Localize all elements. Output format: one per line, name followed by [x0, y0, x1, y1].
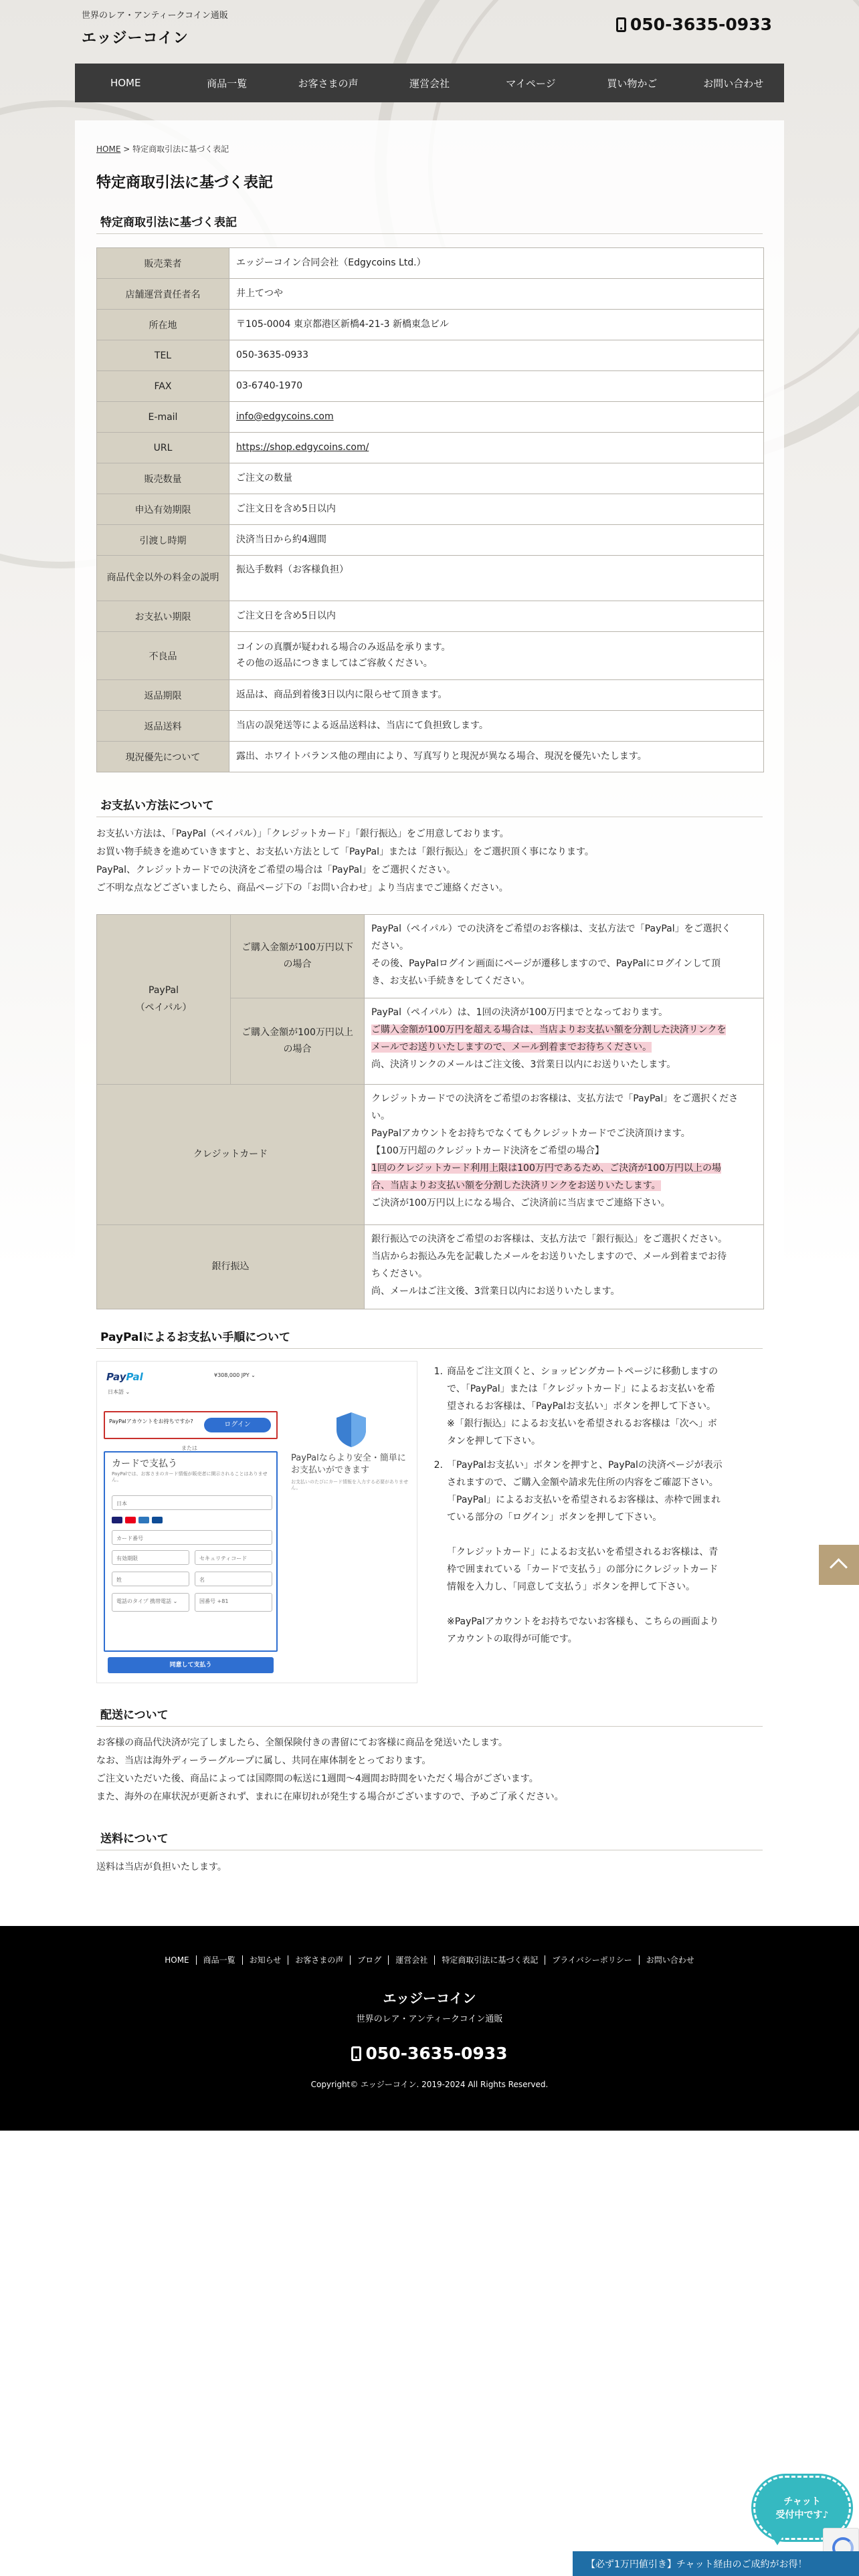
paypal-logo — [106, 1371, 143, 1383]
email-link[interactable]: info@edgycoins.com — [236, 411, 334, 422]
nav-cart[interactable]: 買い物かご — [607, 77, 658, 90]
nav-mypage[interactable]: マイページ — [506, 77, 556, 90]
payment-intro-line: ご不明な点などございましたら、商品ページ下の「お問い合わせ」より当店までご連絡ください。 — [96, 883, 508, 893]
url-link[interactable]: https://shop.edgycoins.com/ — [236, 441, 369, 453]
nav-products[interactable]: 商品一覧 — [207, 77, 248, 90]
breadcrumb — [96, 143, 229, 154]
footer-link-home[interactable]: HOME — [158, 1955, 196, 1965]
under-1m-text — [365, 915, 764, 998]
footer-link-company[interactable]: 運営会社 — [389, 1955, 435, 1965]
paypal-promo-title: PayPalならより安全・簡単にお支払いができます — [291, 1453, 406, 1475]
footer-link-contact[interactable]: お問い合わせ — [646, 1955, 694, 1965]
row-value: その他の返品につきましてはご容赦ください。 — [236, 657, 433, 669]
paypal-label-cell — [97, 915, 231, 1085]
text-line: い。 — [371, 1111, 390, 1121]
list-item — [430, 1363, 763, 1450]
table-row — [97, 248, 764, 279]
text-line: PayPal（ペイパル）での決済をご希望のお客様は、支払方法で「PayPal」をご選択く — [371, 924, 731, 934]
visa-icon — [112, 1517, 122, 1523]
row-value: ご注文日を含め5日以内 — [229, 601, 764, 632]
header-phone-number: 050-3635-0933 — [630, 15, 772, 34]
payment-intro-line: お買い物手続きを進めていきますと、お支払い方法として「PayPal」または「銀行振込」をご選択頂く事になります。 — [96, 847, 594, 857]
text-line: 枠で囲まれている「カードで支払う」の部分にクレジットカード — [447, 1564, 719, 1575]
payment-intro-line: お支払い方法は、「PayPal（ペイパル）」「クレジットカード」「銀行振込」をご用意しております。 — [96, 829, 509, 839]
table-row — [97, 371, 764, 402]
site-header — [0, 0, 859, 64]
text-line: ださい。 — [371, 941, 409, 952]
text-line: 当店からお振込み先を記載したメールをお送りいたしますので、メール到着までお待 — [371, 1251, 727, 1262]
row-value: コインの真贋が疑われる場合のみ返品を承ります。 — [236, 642, 451, 653]
table-row — [97, 1225, 764, 1309]
over-1m-text — [365, 998, 764, 1085]
row-value: 〒105-0004 東京都港区新橋4-21-3 新橋東急ビル — [229, 310, 764, 340]
row-label: 販売業者 — [97, 248, 229, 279]
paypal-security-field: セキュリティコード — [195, 1550, 272, 1565]
text-line: 「PayPalお支払い」ボタンを押すと、PayPalの決済ページが表示 — [447, 1460, 723, 1471]
text-line: ご注文いただいた後、商品によっては国際間の転送に1週間〜4週間お時間をいただく場合がございます。 — [96, 1774, 539, 1784]
footer-link-tokusho[interactable]: 特定商取引法に基づく表記 — [435, 1955, 545, 1965]
step-number: 2. — [434, 1460, 443, 1471]
breadcrumb-home[interactable]: HOME — [96, 144, 121, 154]
paypal-steps-list — [430, 1363, 763, 1654]
row-value: エッジーコイン合同会社（Edgycoins Ltd.） — [229, 248, 764, 279]
paypal-label: PayPal — [149, 985, 179, 996]
row-label: 店舗運営責任者名 — [97, 279, 229, 310]
paypal-label-sub: （ペイパル） — [135, 1002, 192, 1013]
text-line: PayPalアカウントをお持ちでなくてもクレジットカードでご決済頂けます。 — [371, 1128, 690, 1139]
footer-nav — [0, 1955, 859, 1965]
text-line: 情報を入力し、「同意して支払う」ボタンを押して下さい。 — [447, 1582, 695, 1592]
paypal-logo-part: Pal — [126, 1371, 143, 1383]
highlighted-text: ご購入金額が100万円を超える場合は、当店よりお支払い額を分割した決済リンクを — [371, 1025, 727, 1035]
footer-phone-number: 050-3635-0933 — [365, 2044, 508, 2063]
row-label: 販売数量 — [97, 463, 229, 494]
paypal-login-button: ログイン — [204, 1418, 271, 1432]
paypal-checkout-screenshot — [96, 1361, 417, 1683]
paypal-promo-text: お支払いのたびにカード情報を入力する必要がありません。 — [291, 1479, 408, 1491]
payment-table — [96, 914, 764, 1309]
chat-line: チャット — [783, 2496, 821, 2507]
nav-voices[interactable]: お客さまの声 — [298, 77, 359, 90]
paypal-card-box — [104, 1451, 278, 1652]
section-title-fee: 送料について — [96, 1829, 763, 1850]
step-number: 1. — [434, 1366, 443, 1377]
row-label: 商品代金以外の料金の説明 — [97, 556, 229, 601]
text-line: 銀行振込での決済をご希望のお客様は、支払方法で「銀行振込」をご選択ください。 — [371, 1234, 727, 1245]
text-line: ※PayPalアカウントをお持ちでないお客様も、こちらの画面より — [447, 1616, 719, 1627]
credit-label: クレジットカード — [97, 1085, 365, 1225]
row-label: 現況優先について — [97, 742, 229, 772]
table-row — [97, 310, 764, 340]
paypal-card-number-field: カード番号 — [112, 1530, 272, 1545]
breadcrumb-separator: > — [123, 144, 130, 154]
text-line: で、「PayPal」または「クレジットカード」によるお支払いを希 — [447, 1384, 715, 1394]
paypal-or: または — [181, 1445, 197, 1451]
table-row — [97, 340, 764, 371]
table-row — [97, 433, 764, 463]
paypal-expiry-field: 有効期限 — [112, 1550, 189, 1565]
copyright: Copyright© エッジーコイン. 2019-2024 All Rights Reserved. — [310, 2080, 549, 2089]
step-text — [447, 1457, 723, 1648]
fee-text: 送料は当店が負担いたします。 — [96, 1862, 227, 1872]
row-label: E-mail — [97, 402, 229, 433]
text-line: ちください。 — [371, 1269, 427, 1279]
row-label: FAX — [97, 371, 229, 402]
table-row — [97, 711, 764, 742]
breadcrumb-current: 特定商取引法に基づく表記 — [132, 144, 229, 154]
header-phone[interactable] — [616, 15, 772, 34]
nav-company[interactable]: 運営会社 — [409, 77, 450, 90]
step-text — [447, 1363, 718, 1450]
table-row — [97, 632, 764, 680]
tokusho-table — [96, 247, 764, 772]
text-line: クレジットカードでの決済をご希望のお客様は、支払方法で「PayPal」をご選択くださ — [371, 1093, 739, 1104]
text-line: なお、当店は海外ディーラーグループに属し、共同在庫体制をとっております。 — [96, 1755, 432, 1766]
text-line — [447, 1596, 723, 1613]
text-line: 「PayPal」によるお支払いを希望されるお客様は、赤枠で囲まれ — [447, 1495, 721, 1505]
section-title-paypal-steps: PayPalによるお支払い手順について — [96, 1327, 763, 1349]
credit-text — [365, 1085, 764, 1225]
paypal-language: 日本語 ⌄ — [108, 1389, 130, 1395]
over-1m-label-sub: の場合 — [283, 1044, 312, 1055]
row-value: 露出、ホワイトバランス他の理由により、写真写りと現況が異なる場合、現況を優先いたします。 — [229, 742, 764, 772]
row-value: 03-6740-1970 — [229, 371, 764, 402]
text-line: PayPal（ペイパル）は、1回の決済が100万円までとなっております。 — [371, 1007, 668, 1018]
paypal-login-question: PayPalアカウントをお持ちですか? — [109, 1418, 193, 1424]
shipping-text — [96, 1734, 765, 1806]
row-value: 返品は、商品到着後3日以内に限らせて頂きます。 — [229, 680, 764, 711]
page-title: 特定商取引法に基づく表記 — [96, 175, 274, 191]
text-line: ※「銀行振込」によるお支払いを希望されるお客様は「次へ」ボ — [447, 1418, 717, 1429]
scroll-to-top-button[interactable] — [819, 1545, 859, 1585]
text-line: き、お支払い手続きをしてください。 — [371, 976, 531, 986]
section-title-shipping: 配送について — [96, 1705, 763, 1727]
table-row — [97, 279, 764, 310]
paypal-card-subtitle: PayPalでは、お客さまのカード情報が販売者に開示されることはありません。 — [112, 1471, 268, 1483]
footer-logo[interactable]: エッジーコイン — [383, 1990, 476, 2006]
paypal-login-box — [104, 1411, 278, 1439]
row-value: 井上てつや — [229, 279, 764, 310]
paypal-country-field: 日本 — [112, 1495, 272, 1510]
row-value: ご注文の数量 — [229, 463, 764, 494]
text-line: 【100万円超のクレジットカード決済をご希望の場合】 — [371, 1146, 604, 1156]
bank-text — [365, 1225, 764, 1309]
row-label: URL — [97, 433, 229, 463]
text-line: ご決済が100万円以上になる場合、ご決済前に当店までご連絡下さい。 — [371, 1198, 670, 1208]
text-line: アカウントの取得が可能です。 — [447, 1634, 577, 1644]
mastercard-icon — [125, 1517, 136, 1523]
row-value: 振込手数料（お客様負担） — [229, 556, 764, 601]
row-value: 当店の誤発送等による返品送料は、当店にて負担致します。 — [229, 711, 764, 742]
text-line: ている部分の「ログイン」ボタンを押して下さい。 — [447, 1512, 662, 1523]
bank-label: 銀行振込 — [97, 1225, 365, 1309]
footer-tagline: 世界のレア・アンティークコイン通販 — [356, 2014, 503, 2024]
payment-intro-line: PayPal、クレジットカードでの決済をご希望の場合は「PayPal」をご選択ください。 — [96, 865, 456, 875]
paypal-phonetype-field: 電話のタイプ 携帯電話 ⌄ — [112, 1593, 189, 1612]
highlighted-text: メールでお送りいたしますので、メール到着までお待ちください。 — [371, 1042, 652, 1053]
list-item — [430, 1457, 763, 1648]
row-value: ご注文日を含め5日以内 — [229, 494, 764, 525]
nav-contact[interactable]: お問い合わせ — [703, 77, 764, 90]
text-line: 尚、決済リンクのメールはご注文後、3営業日以内にお送りいたします。 — [371, 1059, 676, 1070]
chat-line: 受付中です♪ — [775, 2510, 829, 2520]
main-content — [75, 120, 784, 1886]
paypal-amount: ¥308,000 JPY ⌄ — [214, 1372, 256, 1378]
row-label: お支払い期限 — [97, 601, 229, 632]
under-1m-label-cell — [231, 915, 365, 998]
site-tagline: 世界のレア・アンティークコイン通販 — [82, 11, 228, 21]
amex-icon — [138, 1517, 149, 1523]
table-row — [97, 402, 764, 433]
table-row — [97, 525, 764, 556]
section-title-tokusho: 特定商取引法に基づく表記 — [96, 213, 763, 234]
footer-link-products[interactable]: 商品一覧 — [197, 1955, 243, 1965]
text-line — [447, 1526, 723, 1543]
shield-icon — [331, 1410, 371, 1450]
text-line: されますので、ご購入金額や請求先住所の内容をご確認下さい。 — [447, 1477, 719, 1488]
table-row — [97, 494, 764, 525]
row-value: 050-3635-0933 — [229, 340, 764, 371]
section-title-payment: お支払い方法について — [96, 796, 763, 817]
smartphone-icon — [616, 17, 626, 32]
table-row — [97, 556, 764, 601]
payment-intro — [96, 825, 765, 897]
row-label: TEL — [97, 340, 229, 371]
under-1m-label-sub: の場合 — [283, 959, 312, 970]
footer-link-blog[interactable]: ブログ — [351, 1955, 389, 1965]
text-line: 商品をご注文頂くと、ショッピングカートページに移動しますの — [447, 1366, 719, 1377]
paypal-phonecode-field: 国番号 +81 — [195, 1593, 272, 1612]
row-label: 申込有効期限 — [97, 494, 229, 525]
smartphone-icon — [351, 2046, 361, 2061]
paypal-logo-part: Pay — [106, 1371, 126, 1383]
site-footer — [0, 1926, 859, 2131]
row-label: 不良品 — [97, 632, 229, 680]
row-label: 所在地 — [97, 310, 229, 340]
card-brand-icons — [112, 1517, 163, 1523]
text-line: お客様の商品代決済が完了しましたら、全額保険付きの書留にてお客様に商品を発送いたします。 — [96, 1737, 508, 1748]
under-1m-label: ご購入金額が100万円以下 — [242, 942, 353, 953]
text-line: また、海外の在庫状況が更新されず、まれに在庫切れが発生する場合がございますので、予めご了承ください。 — [96, 1792, 564, 1802]
row-value: 決済当日から約4週間 — [229, 525, 764, 556]
row-label: 返品送料 — [97, 711, 229, 742]
table-row — [97, 463, 764, 494]
site-logo[interactable]: エッジーコイン — [82, 30, 189, 47]
main-nav — [75, 64, 784, 102]
table-row — [97, 742, 764, 772]
highlighted-text: 1回のクレジットカード利用上限は100万円であるため、ご決済が100万円以上の場 — [371, 1163, 722, 1174]
over-1m-label-cell — [231, 998, 365, 1085]
jcb-icon — [152, 1517, 163, 1523]
table-row — [97, 1085, 764, 1225]
row-label: 引渡し時期 — [97, 525, 229, 556]
text-line: 「クレジットカード」によるお支払いを希望されるお客様は、青 — [447, 1547, 719, 1558]
paypal-card-title: カードで支払う — [112, 1459, 177, 1469]
chat-promo-bar[interactable]: 【必ず1万円値引き】チャット経由のご成約がお得！ — [573, 2551, 859, 2576]
footer-phone[interactable] — [0, 2044, 859, 2063]
footer-link-privacy[interactable]: プライバシーポリシー — [545, 1955, 639, 1965]
text-line: 望されるお客様は、「PayPalお支払い」ボタンを押して下さい。 — [447, 1401, 716, 1412]
text-line: 尚、メールはご注文後、3営業日以内にお送りいたします。 — [371, 1286, 620, 1297]
row-label: 返品期限 — [97, 680, 229, 711]
paypal-firstname-field: 名 — [195, 1572, 272, 1586]
over-1m-label: ご購入金額が100万円以上 — [242, 1027, 353, 1038]
highlighted-text: 合、当店よりお支払い額を分割した決済リンクをお送りいたします。 — [371, 1180, 661, 1191]
chat-bubble-tail — [771, 2535, 784, 2545]
nav-home[interactable]: HOME — [110, 77, 141, 89]
paypal-pay-button: 同意して支払う — [108, 1657, 274, 1673]
footer-link-news[interactable]: お知らせ — [243, 1955, 289, 1965]
footer-link-voices[interactable]: お客さまの声 — [288, 1955, 351, 1965]
text-line: タンを押して下さい。 — [447, 1436, 541, 1446]
table-row — [97, 680, 764, 711]
text-line: その後、PayPalログイン画面にページが遷移しますので、PayPalにログインして頂 — [371, 958, 721, 969]
paypal-lastname-field: 姓 — [112, 1572, 189, 1586]
table-row — [97, 915, 764, 998]
table-row — [97, 601, 764, 632]
